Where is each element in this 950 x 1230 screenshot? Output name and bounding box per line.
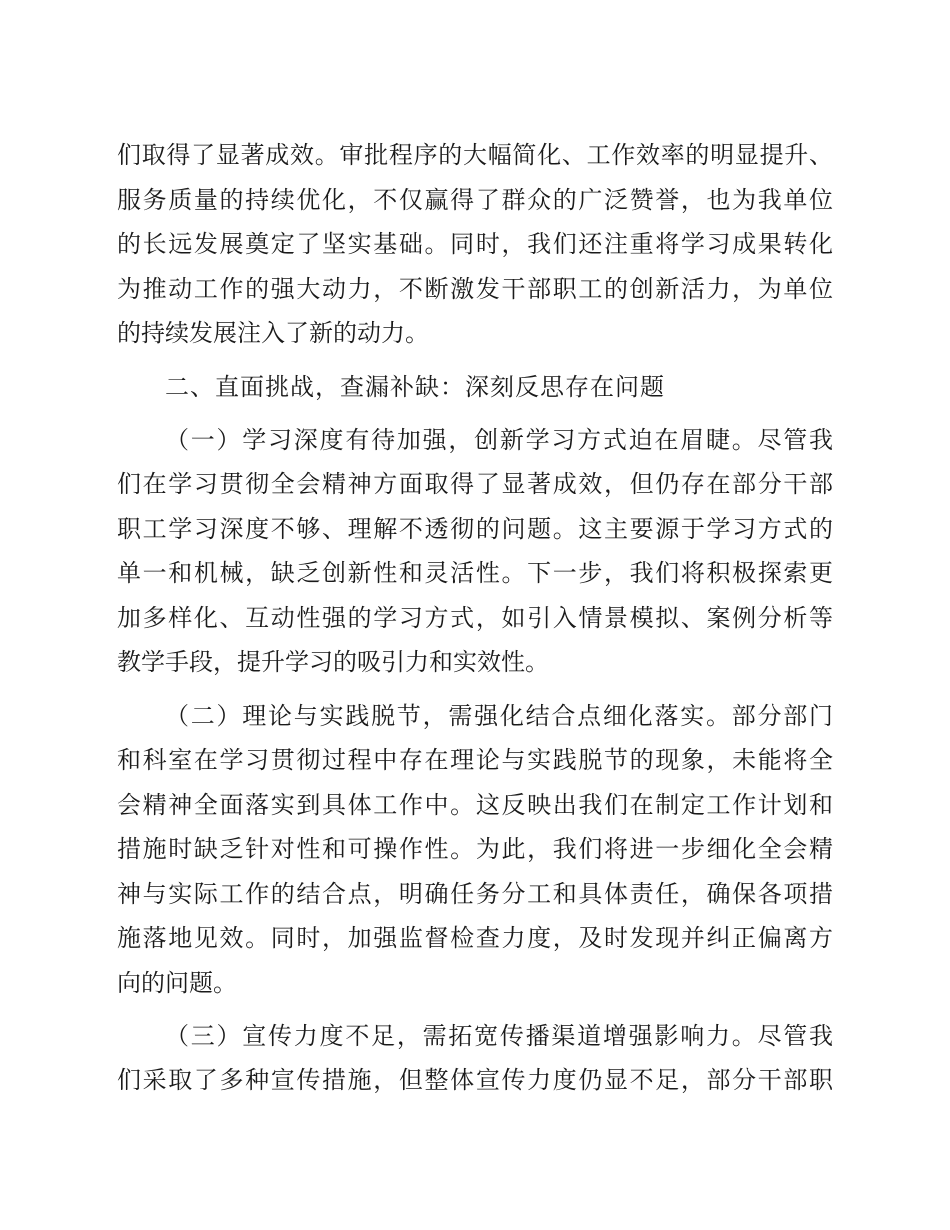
text-line: （三）宣传力度不足，需拓宽传播渠道增强影响力。尽管我 xyxy=(165,1022,833,1050)
text-line: 措施时缺乏针对性和可操作性。为此，我们将进一步细化全会精 xyxy=(117,835,833,863)
text-line: 的持续发展注入了新的动力。 xyxy=(117,319,429,347)
text-line: 加多样化、互动性强的学习方式，如引入情景模拟、案例分析等 xyxy=(117,604,833,632)
text-line: 为推动工作的强大动力，不断激发干部职工的创新活力，为单位 xyxy=(117,275,833,303)
text-line: 神与实际工作的结合点，明确任务分工和具体责任，确保各项措 xyxy=(117,880,833,908)
text-line: 们在学习贯彻全会精神方面取得了显著成效，但仍存在部分干部 xyxy=(117,470,833,498)
text-line: 职工学习深度不够、理解不透彻的问题。这主要源于学习方式的 xyxy=(117,515,833,543)
text-line: 的长远发展奠定了坚实基础。同时，我们还注重将学习成果转化 xyxy=(117,230,833,258)
text-line: 会精神全面落实到具体工作中。这反映出我们在制定工作计划和 xyxy=(117,791,833,819)
text-line: 们取得了显著成效。审批程序的大幅简化、工作效率的明显提升、 xyxy=(117,141,833,169)
text-line: 服务质量的持续优化，不仅赢得了群众的广泛赞誉，也为我单位 xyxy=(117,186,833,214)
text-line: 向的问题。 xyxy=(117,969,237,997)
text-line: 们采取了多种宣传措施，但整体宣传力度仍显不足，部分干部职 xyxy=(117,1066,833,1094)
text-line: 施落地见效。同时，加强监督检查力度，及时发现并纠正偏离方 xyxy=(117,924,833,952)
text-line: 和科室在学习贯彻过程中存在理论与实践脱节的现象，未能将全 xyxy=(117,746,833,774)
section-heading: 二、直面挑战，查漏补缺：深刻反思存在问题 xyxy=(165,373,665,401)
text-line: 单一和机械，缺乏创新性和灵活性。下一步，我们将积极探索更 xyxy=(117,559,833,587)
text-line: （二）理论与实践脱节，需强化结合点细化落实。部分部门 xyxy=(165,702,833,730)
text-line: 教学手段，提升学习的吸引力和实效性。 xyxy=(117,648,549,676)
text-line: （一）学习深度有待加强，创新学习方式迫在眉睫。尽管我 xyxy=(165,426,833,454)
